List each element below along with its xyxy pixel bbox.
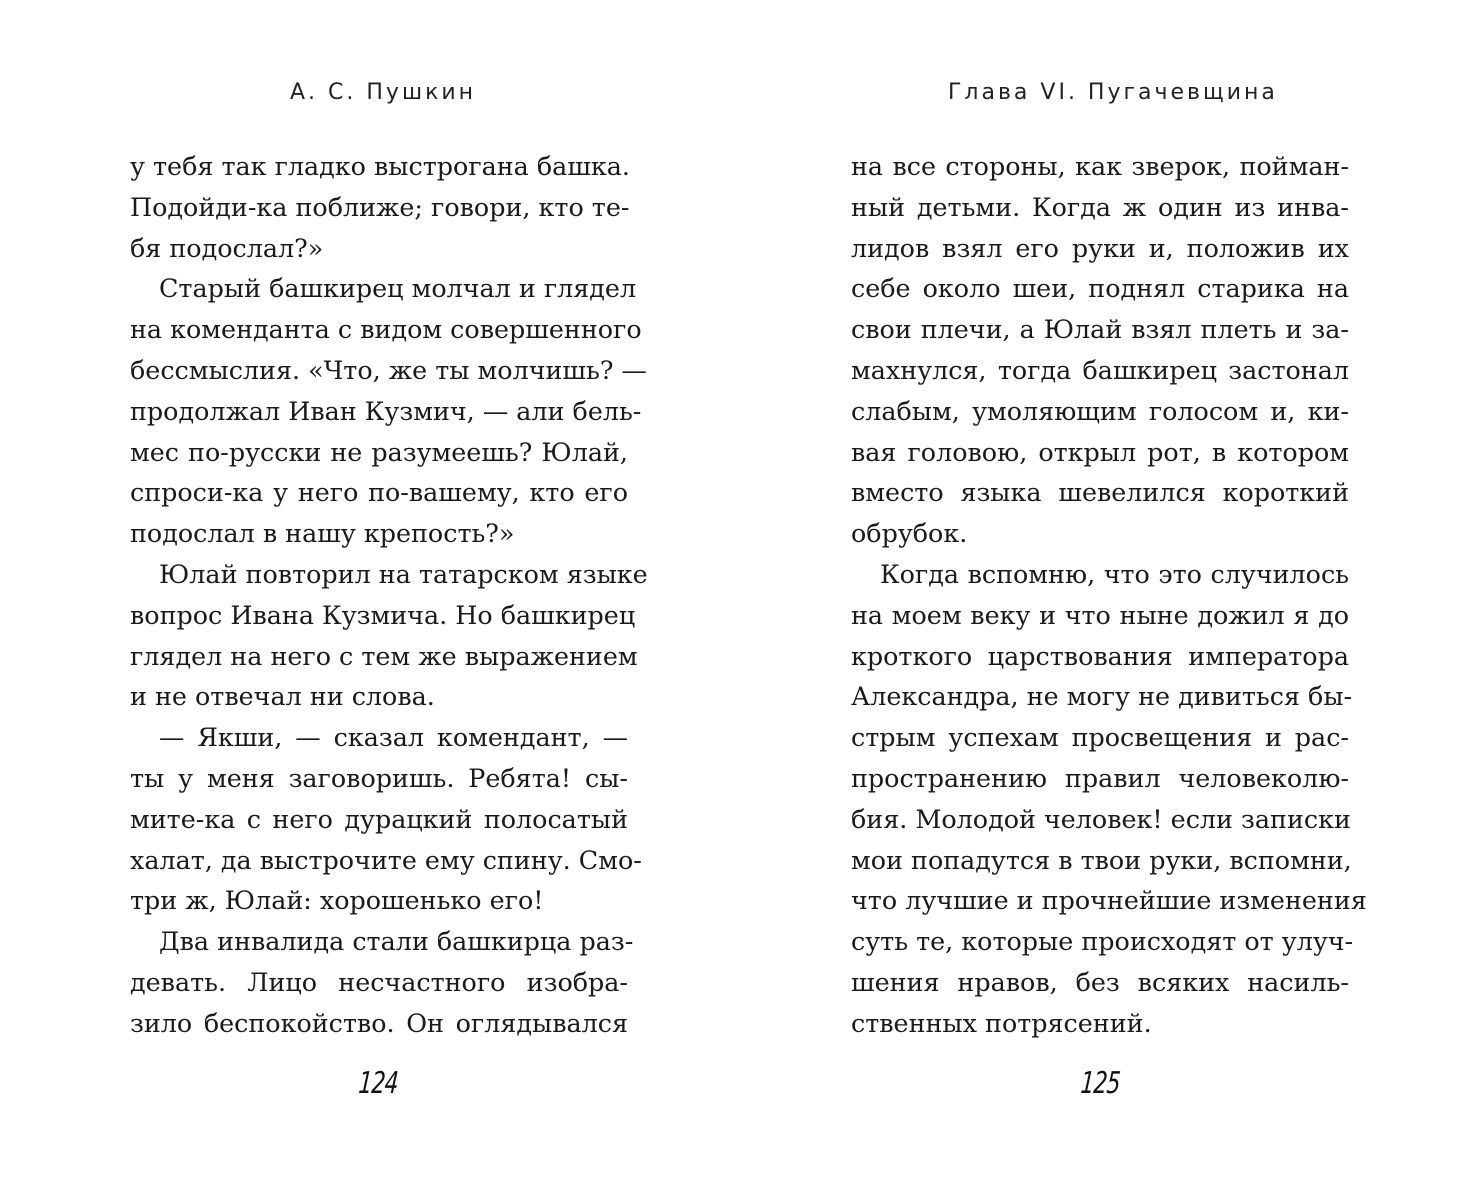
text-line: три ж, Юлай: хорошенько его!: [130, 885, 544, 916]
text-line: себе около шеи, поднял старика на: [851, 273, 1349, 304]
body-text-right: [851, 146, 1367, 1044]
text-line: ты у меня заговоришь. Ребята! сы-: [130, 762, 628, 793]
text-line: Александра, не могу не дивиться бы-: [851, 681, 1353, 712]
text-line: продолжал Иван Кузмич, — али бель-: [130, 395, 642, 426]
text-line: шения нравов, без всяких насиль-: [851, 966, 1349, 997]
text-line: зило беспокойство. Он оглядывался: [130, 1007, 628, 1038]
text-line: мес по-русски не разумеешь? Юлай,: [130, 436, 628, 467]
text-line: у тебя так гладко выстрогана башка.: [130, 151, 631, 181]
text-line: кроткого царствования императора: [851, 640, 1349, 671]
text-line: бия. Молодой человек! если записки: [851, 803, 1351, 834]
text-line: спроси-ка у него по-вашему, кто его: [130, 477, 628, 508]
text-line: махнулся, тогда башкирец застонал: [851, 354, 1349, 385]
text-line: — Якши, — сказал комендант, —: [159, 722, 628, 753]
text-line: халат, да выстрочите ему спину. Смо-: [130, 844, 642, 875]
text-line: суть те, которые происходят от улуч-: [851, 926, 1354, 957]
text-line: Подойди-ка поближе; говори, кто те-: [130, 191, 630, 222]
text-line: пространению правил человеколю-: [851, 762, 1349, 793]
left-page: [0, 0, 738, 1182]
text-line: и не отвечал ни слова.: [130, 681, 435, 712]
running-head-chapter: Глава VI. Пугачевщина: [948, 80, 1278, 105]
text-line: вопрос Ивана Кузмича. Но башкирец: [130, 599, 636, 630]
text-line: лидов взял его руки и, положив их: [851, 232, 1349, 263]
text-line: бессмыслия. «Что, же ты молчишь? —: [130, 354, 647, 385]
text-line: глядел на него с тем же выражением: [130, 640, 638, 671]
text-line: стрым успехам просвещения и рас-: [851, 722, 1349, 753]
text-line: Два инвалида стали башкирца раз-: [159, 926, 634, 957]
text-line: на моем веку и что ныне дожил я до: [851, 599, 1349, 630]
text-line: подослал в нашу крепость?»: [130, 518, 515, 549]
text-line: ственных потрясений.: [851, 1007, 1152, 1038]
text-line: ный детьми. Когда ж один из инва-: [851, 191, 1349, 222]
text-line: мои попадутся в твои руки, вспомни,: [851, 844, 1352, 875]
text-line: вместо языка шевелился короткий: [851, 477, 1349, 508]
text-line: на коменданта с видом совершенного: [130, 314, 642, 345]
running-head-author: А. С. Пушкин: [290, 80, 477, 105]
text-line: девать. Лицо несчастного изобра-: [130, 966, 628, 997]
text-line: Юлай повторил на татарском языке: [159, 558, 648, 589]
text-line: что лучшие и прочнейшие изменения: [851, 885, 1367, 916]
text-line: свои плечи, а Юлай взял плеть и за-: [851, 314, 1349, 345]
right-page: [738, 0, 1476, 1182]
page-number-left: 124: [357, 1066, 400, 1101]
text-line: вая головою, открыл рот, в котором: [851, 436, 1349, 467]
body-text-left: [130, 146, 648, 1044]
page-number-right: 125: [1079, 1066, 1122, 1101]
text-line: слабым, умоляющим голосом и, ки-: [851, 395, 1349, 426]
text-line: мите-ка с него дурацкий полосатый: [130, 803, 628, 834]
text-line: обрубок.: [851, 518, 968, 549]
text-line: бя подослал?»: [130, 232, 324, 263]
text-line: Старый башкирец молчал и глядел: [159, 273, 637, 304]
text-line: на все стороны, как зверок, пойман-: [851, 151, 1349, 181]
text-line: Когда вспомню, что это случилось: [880, 558, 1349, 589]
